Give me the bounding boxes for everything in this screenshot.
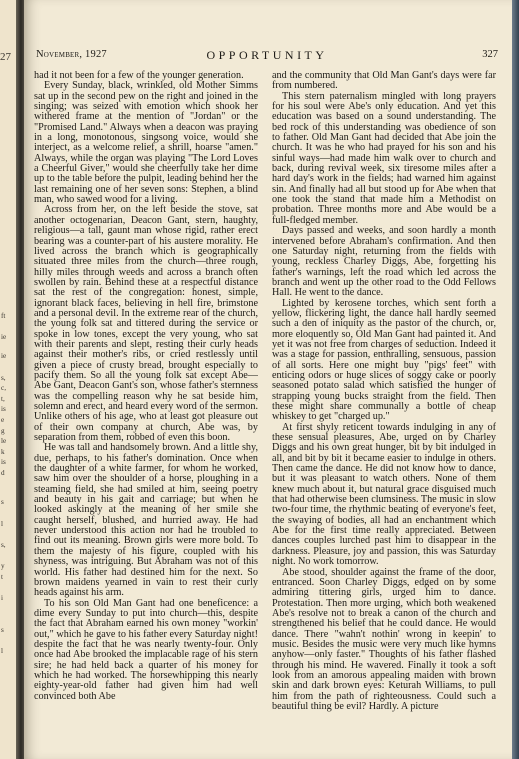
spine-fragment: i (1, 594, 3, 602)
spine-fragment: ft (1, 312, 6, 320)
magazine-title: OPPORTUNITY (206, 48, 328, 62)
paragraph: had it not been for a few of the younger generation. (34, 70, 244, 81)
spine-fragment: c, (1, 384, 6, 392)
issue-date: November, 1927 (36, 49, 107, 60)
spine-fragment: e (1, 416, 5, 424)
spine-previous-page (0, 0, 16, 759)
page-stack-edge (512, 0, 519, 759)
spine-fragment: g (1, 427, 5, 435)
paragraph: Abe stood, shoulder against the frame of the door, entranced. Soon Charley Diggs, edged on by some admiring tittering girls, urged him to dance. Protestation. Then more urging, which both weakened Abe's resolve not to break a canon of the church and strengthened his belief that he could dance. He would dance. There "wahn't nothin' wrong in keepin' to music. Besides the music were very much like hymns anyhow—only faster." Thoughts of his father flashed through his mind. He wavered. Finally it took a soft look from an amorous appealing maiden with brown skin and dark brown eyes: Keturah Williams, to pull him from the path of righteousness. Could such a beautiful thing be evil? Hardly. A picture (272, 566, 496, 712)
spine-page-number: 27 (0, 51, 11, 63)
spine-fragment: s (1, 498, 4, 506)
spine-fragment: is (1, 458, 6, 466)
running-header (36, 49, 498, 63)
spine-fragment: s, (1, 541, 6, 549)
spine-fragment: ie (1, 352, 7, 360)
spine-fragment: d (1, 469, 5, 477)
paragraph: At first shyly reticent towards indulging in any of these sensual pleasures, Abe, urged on by Charley Diggs and his own great hunger, bit by bit indulged in all, and bit by bit it became easier to indulge in others. Then came the dance. He did not know how to dance, but it was pleasant to watch others. None of them knew much about it, but natural grace disguised much that had otherwise been clumsiness. The music in slow two-four time, the rhythmic beating of everyone's feet, the swaying of bodies, all had an enchantment which Abe for the first time really appreciated. Between dances couples lurched past him to disappear in the darkness. Pleasure, joy and passion, this was Saturday night. No work tomorrow. (272, 421, 496, 568)
spine-fragment: l (1, 647, 3, 655)
paragraph: This stern paternalism mingled with long prayers for his soul were Abe's only education. And yet this education was based on a sound understanding. The bed rock of this understanding was obedience of son to father. Old Man Gant had decided that Abe join the church. It was he who had prayed for his son and his sinful ways—had made him walk over to church and back, during revival week, six tiresome miles after a hard day's work in the fields; had warned him against sin. And finally had all but stood up for Abe when that one took the stand that made him a Methodist on probation. Three months more and Abe would be a full-fledged member. (272, 90, 496, 226)
spine-fragment: s, (1, 374, 6, 382)
spine-fragment: t, (1, 395, 5, 403)
paragraph: Days passed and weeks, and soon hardly a month intervened before Abraham's confirmation. And then one Saturday night, returning from the fields with young, reckless Charley Diggs, Abe, forgetting his father's warnings, left the road which led across the branch and went up the other road to the Odd Fellows Hall. He went to the dance. (272, 225, 496, 299)
paragraph: To his son Old Man Gant had one beneficence: a dime every Sunday to put into church—this, despite the fact that Abraham earned his own money "workin' out," which he gave to his father every Saturday night! despite the fact that he was nearly twenty-four. Only once had Abe brooked the implacable rage of his stern sire; he had held back a quarter of his money for which he had worked. The horsewhipping this nearly eighty-year-old father had given him had well convinced both Abe (34, 597, 258, 702)
paragraph: Every Sunday, black, wrinkled, old Mother Simms sat up in the second pew on the right and joined in the singing; was seized with emotion which shook her withered frame at the mention of "Jordan" or the "Promised Land." Always when a deacon was praying in a long, monotonous, singsong voice, would she interject, as a welcome relief, a shrill, hoarse "amen." Always, while the organ was playing "The Lord Loves a Cheerful Giver," would she cheerfully take her dime up to the table before the pulpit, leading behind her the last remaining one of her seven sons: Stephen, a blind man, who sawed wood for a living. (34, 80, 258, 206)
paragraph: He was tall and handsomely brown. And a little shy, due, perhaps, to his father's domination. Once when the daughter of a white farmer, for whom he worked, saw him over the shoulder of a horse, ploughing in a steaming field, she had smiled at him, seeing poetry and beauty in his gait and carriage; but when he looked askingly at the meaning of her smile she caught herself, blushed, and hurried away. He had never understood this action nor had he troubled to find out its meaning. Brown girls were more bold. To them the majesty of his figure, coupled with his shyness, was intriguing. But Abraham was not of this world. His father had destined him for the next. So brown maidens yearned in vain to rest their curly heads against his arm. (34, 442, 258, 599)
spine-fragment: ie (1, 333, 7, 341)
book-gutter (16, 0, 24, 759)
spine-fragment: l (1, 520, 3, 528)
spine-fragment: is (1, 405, 6, 413)
paragraph: and the community that Old Man Gant's days were far from numbered. (272, 70, 496, 92)
right-column (272, 71, 496, 712)
spine-fragment: le (1, 437, 7, 445)
paragraph: Across from her, on the left beside the stove, sat another octogenarian, Deacon Gant, stern, haughty, religious—a tall, gaunt man whose rigid, rather erect bearing was a counter-part of his austere morality. He lived across the branch which is geographically situated three miles from the church—three rough, hilly miles through weeds and across a branch often swollen by rain. Behind these at a respectful distance sat the rest of the congregation: honest, simple, ignorant black faces, believing in hell fire, brimstone and a personal devil. In the extreme rear of the church, the young folk sat and tittered during the service or spoke in low tones, except the very young, who sat with their parents and slept, resting their curly heads against their mother's ribs, or cried restlessly until given a piece of crusty bread, brought especially to pacify them. So all the young folk sat except Abe—Abe Gant, Deacon Gant's son, whose father's sternness was the compelling reason why he sat beside him, solemn and erect, and heard every word of the sermon. Unlike others of his age, who at least got pleasure out of their own company at church, Abe was, by separation from them, robbed of even this boon. (34, 204, 258, 444)
spine-fragment: s (1, 626, 4, 634)
left-column (34, 71, 258, 702)
magazine-page (24, 0, 512, 759)
spine-fragment: y (1, 562, 5, 570)
spine-fragment: t (1, 573, 3, 581)
page-number: 327 (482, 49, 498, 60)
paragraph: Lighted by kerosene torches, which sent forth a yellow, flickering light, the dance hall hardly seemed such a den of iniquity as the pastor of the church, or, more eloquently so, Old Man Gant had painted it. And yet it was not free from charges of seduction. Indeed it was a stage for passion, enthralling, sensuous, passion of all sorts. Here one might buy "pigs' feet" with enticing odors or huge slices of soggy cake or poorly seasoned potato salad which satisfied the hunger of strapping young bucks straight from the field. Then these might share communally a bottle of cheap whiskey to get "charged up." (272, 297, 496, 423)
spine-fragment: k (1, 448, 5, 456)
